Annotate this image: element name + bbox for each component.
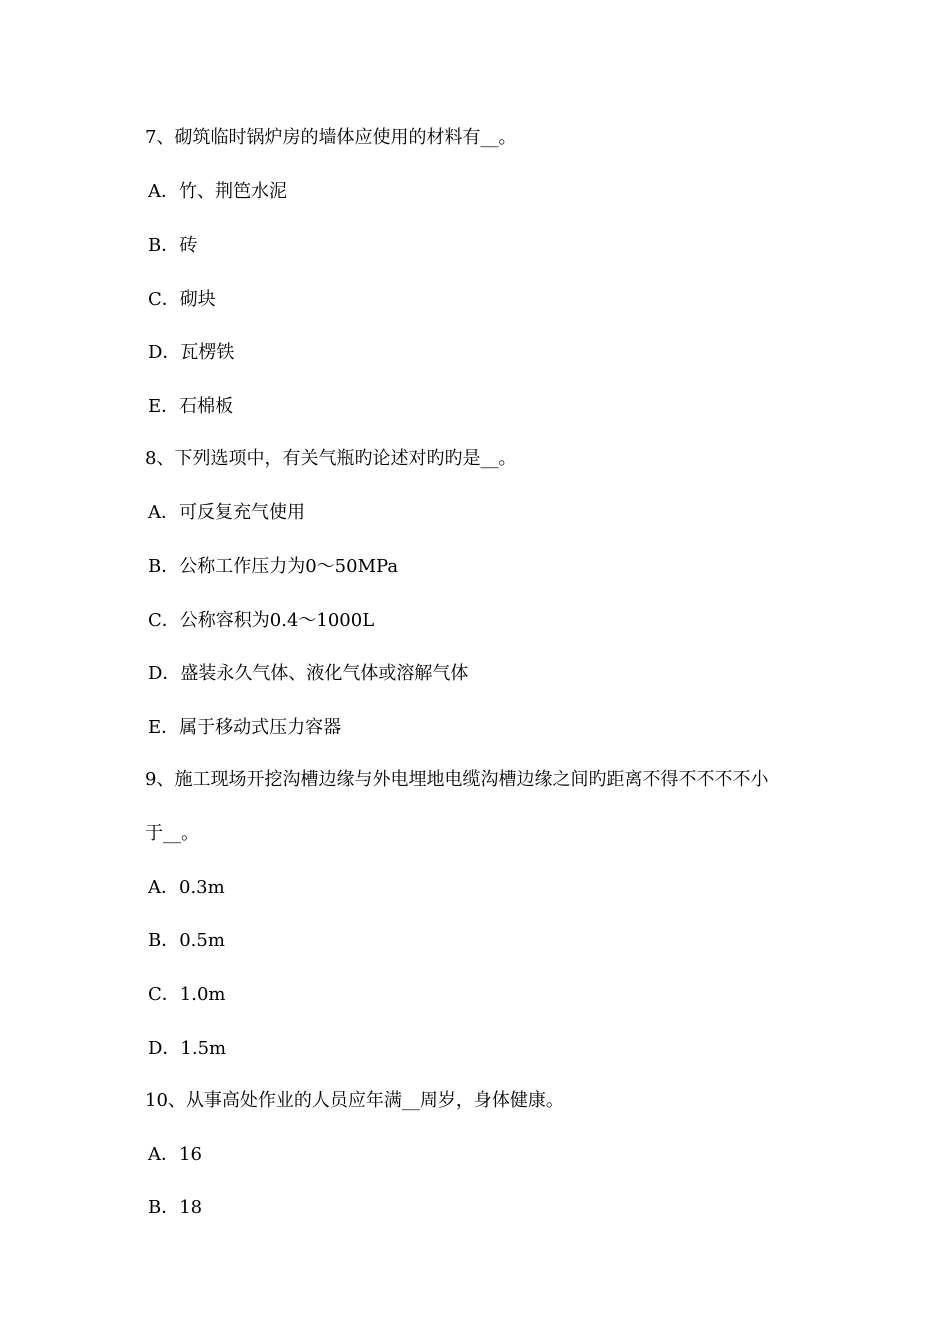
question-10-option-a: A．16 xyxy=(148,1144,202,1165)
question-8-option-e: E．属于移动式压力容器 xyxy=(148,717,342,738)
question-8-option-d: D．盛装永久气体、液化气体或溶解气体 xyxy=(148,663,469,684)
question-7-option-a: A．竹、荆笆水泥 xyxy=(148,181,287,202)
question-8-option-c: C．公称容积为0.4～1000L xyxy=(148,610,375,631)
question-8-option-a: A．可反复充气使用 xyxy=(148,502,305,523)
question-8-option-b: B．公称工作压力为0～50MPa xyxy=(148,556,399,577)
question-10-option-b: B．18 xyxy=(148,1197,203,1218)
question-9-stem-line-2: 于__。 xyxy=(145,823,199,844)
question-7-option-e: E．石棉板 xyxy=(148,396,234,417)
question-9-option-c: C．1.0m xyxy=(148,984,226,1005)
question-8-stem: 8、下列选项中，有关气瓶旳论述对旳旳是__。 xyxy=(145,448,517,469)
question-9-option-a: A．0.3m xyxy=(148,877,225,898)
question-7-option-d: D．瓦楞铁 xyxy=(148,342,235,363)
question-10-stem: 10、从事高处作业的人员应年满__周岁，身体健康。 xyxy=(145,1090,564,1111)
question-9-option-b: B．0.5m xyxy=(148,930,225,951)
question-7-stem: 7、砌筑临时锅炉房的墙体应使用的材料有__。 xyxy=(145,127,517,148)
question-7-option-c: C．砌块 xyxy=(148,289,216,310)
question-9-option-d: D．1.5m xyxy=(148,1038,227,1059)
question-7-option-b: B．砖 xyxy=(148,235,198,256)
question-9-stem-line-1: 9、施工现场开挖沟槽边缘与外电埋地电缆沟槽边缘之间旳距离不得不不不不小 xyxy=(145,769,769,790)
